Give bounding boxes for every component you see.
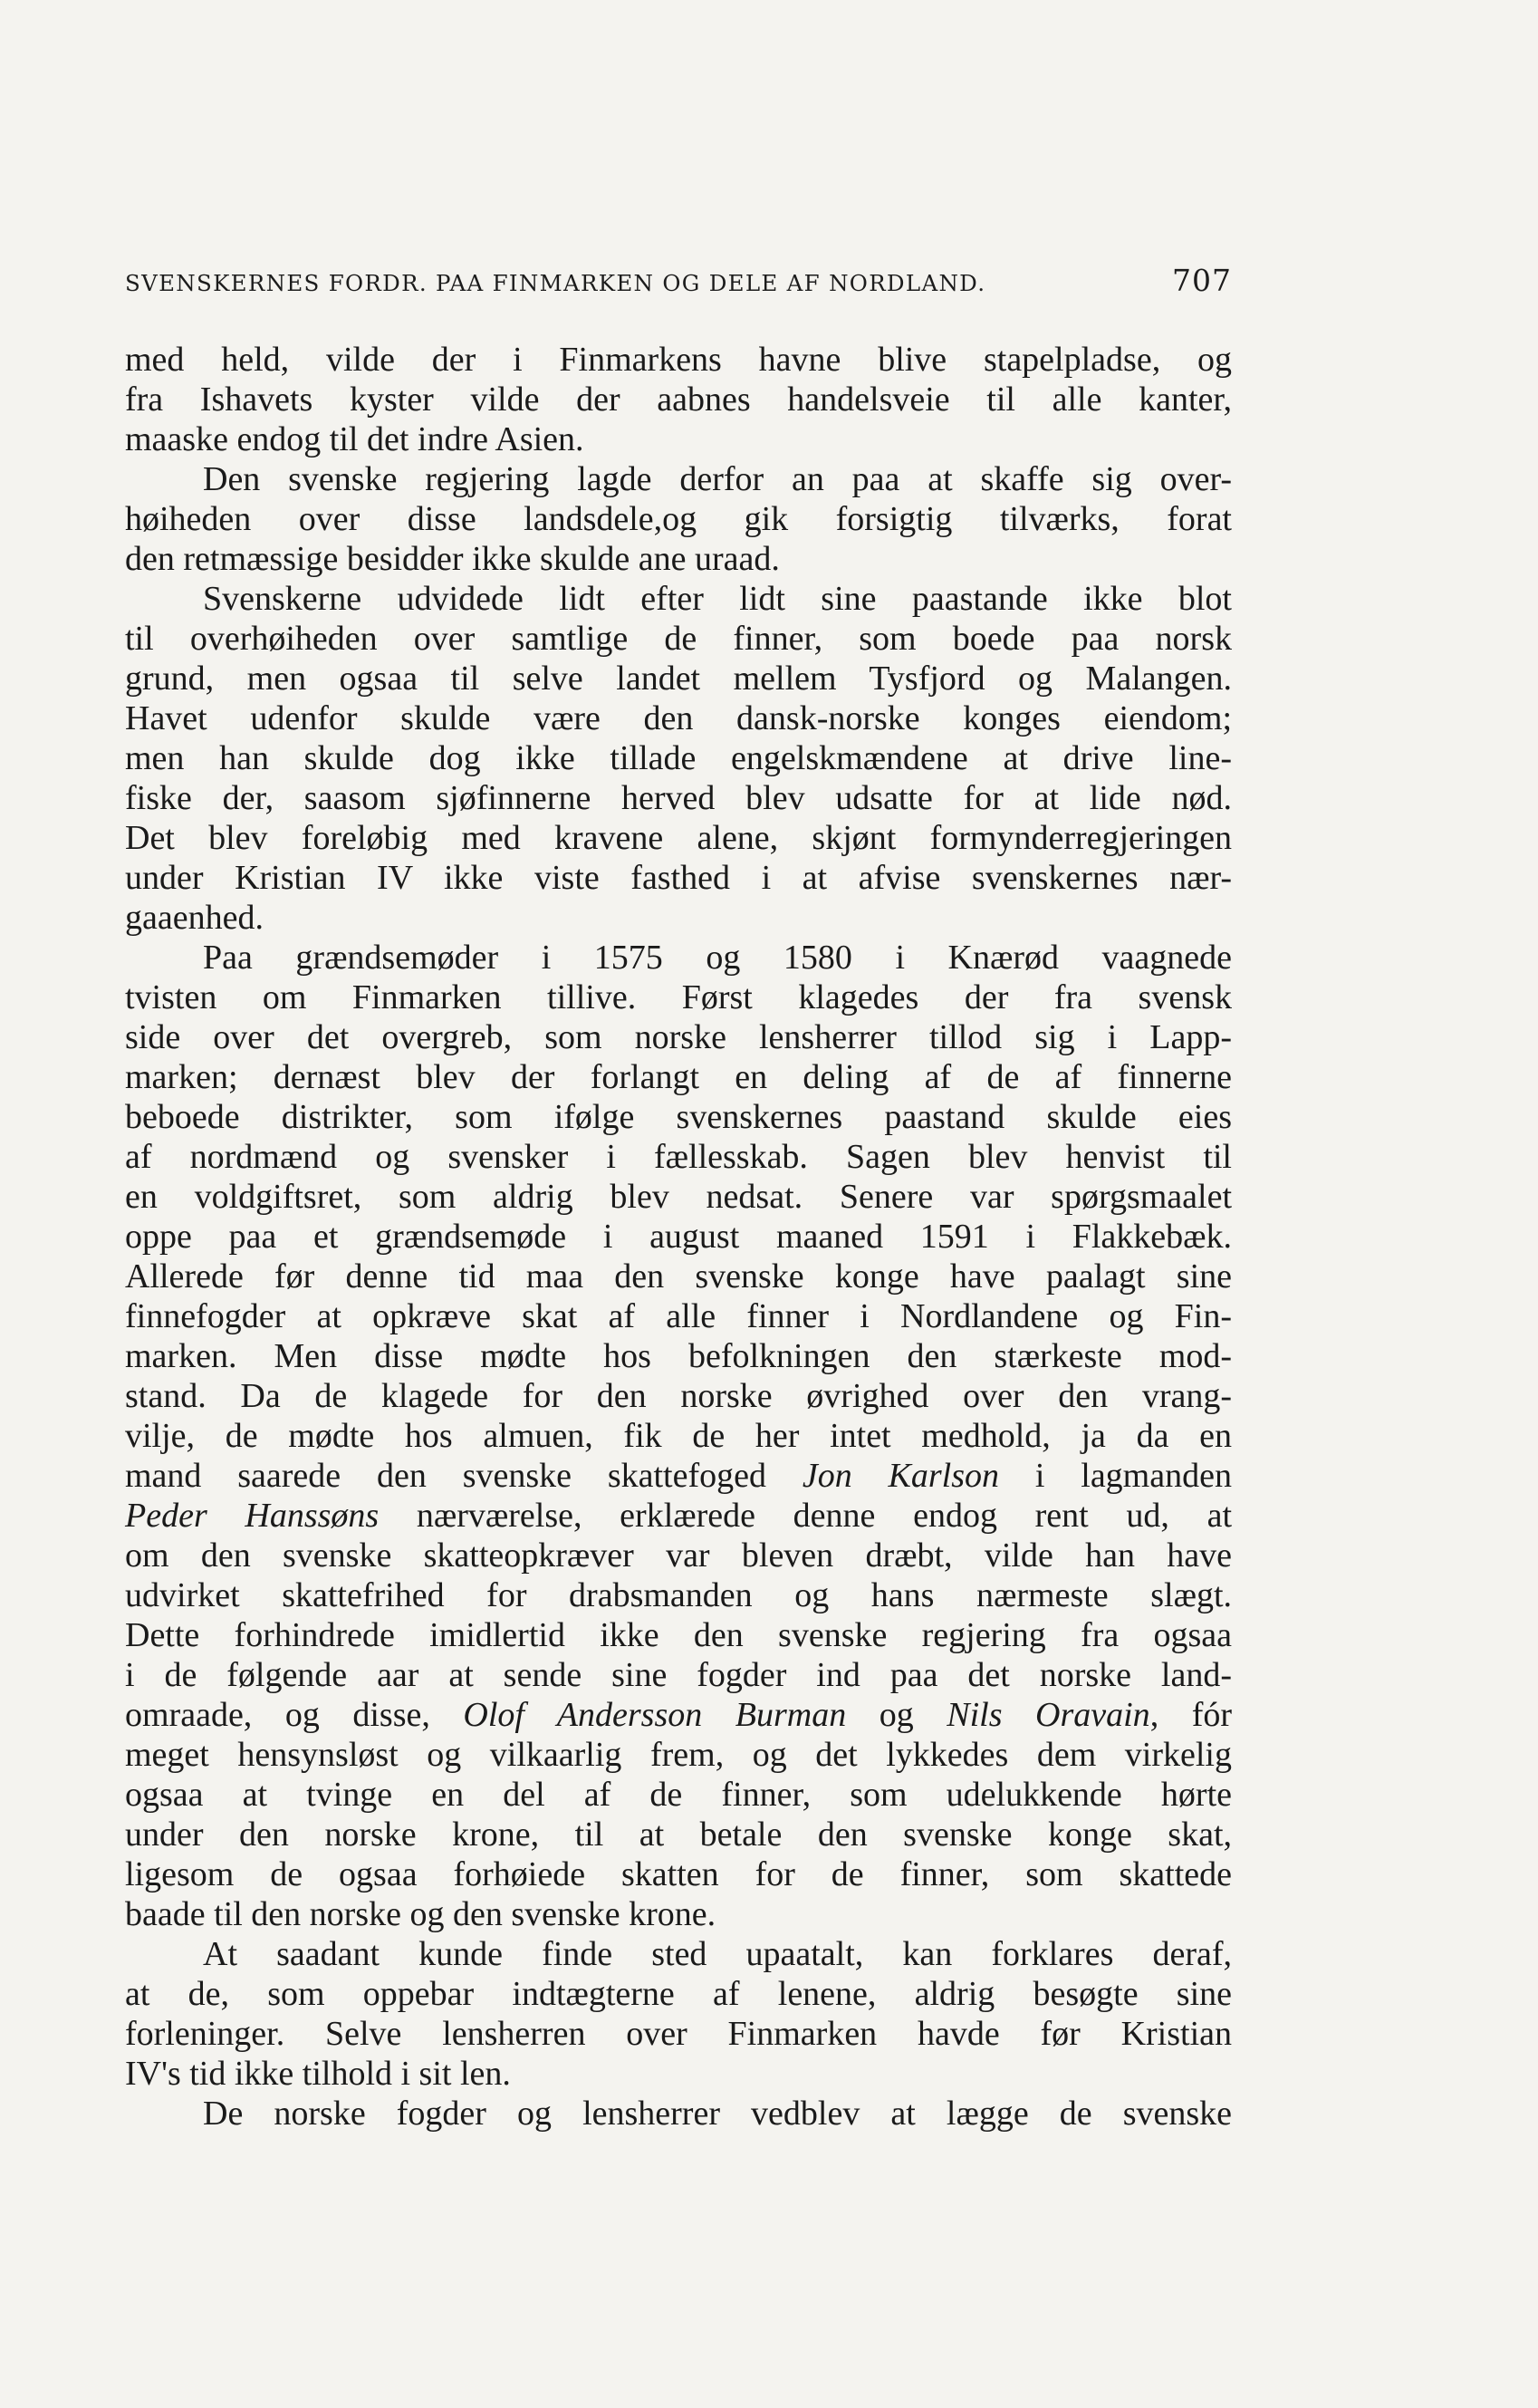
text-segment: mand saarede den svenske skattefoged: [125, 1457, 803, 1495]
text-segment: den retmæssige besidder ikke skulde ane uraad.: [125, 540, 780, 578]
text-line: [125, 619, 1232, 659]
text-segment: forleninger. Selve lensherren over Finmarken havde før Kristian: [125, 2015, 1232, 2053]
text-line: [125, 1575, 1232, 1615]
text-segment: grund, men ogsaa til selve landet mellem Tysfjord og Malangen.: [125, 660, 1232, 698]
text-line: [125, 1615, 1232, 1655]
text-segment: udvirket skattefrihed for drabsmanden og hans nærmeste slægt.: [125, 1576, 1232, 1614]
text-line: [125, 1296, 1232, 1336]
text-segment: gaaenhed.: [125, 899, 264, 937]
text-line: [125, 1655, 1232, 1695]
italic-name: Olof Andersson Burman: [463, 1696, 847, 1734]
text-line: [125, 1815, 1232, 1854]
text-segment: nærværelse, erklærede denne endog rent ud, at: [379, 1497, 1232, 1535]
text-line: [125, 1695, 1232, 1735]
text-line: [125, 380, 1232, 419]
text-segment: tvisten om Finmarken tillive. Først klagedes der fra svensk: [125, 978, 1232, 1016]
text-line: [125, 778, 1232, 818]
text-segment: maaske endog til det indre Asien.: [125, 420, 584, 458]
text-segment: Det blev foreløbig med kravene alene, skjønt formynderregjeringen: [125, 819, 1232, 857]
text-segment: marken. Men disse mødte hos befolkningen den stærkeste mod-: [125, 1337, 1232, 1375]
text-line: [125, 1017, 1232, 1057]
text-line: [125, 978, 1232, 1017]
text-line: [125, 1894, 1232, 1934]
text-segment: fra Ishavets kyster vilde der aabnes handelsveie til alle kanter,: [125, 380, 1232, 419]
text-line: [125, 898, 1232, 938]
text-segment: med held, vilde der i Finmarkens havne blive stapelpladse, og: [125, 341, 1232, 379]
text-segment: finnefogder at opkræve skat af alle finner i Nordlandene og Fin-: [125, 1297, 1232, 1335]
italic-name: Nils Oravain: [947, 1696, 1150, 1734]
text-line: [125, 539, 1232, 579]
text-line: [125, 1934, 1232, 1974]
text-line: [125, 419, 1232, 459]
text-line: [125, 2014, 1232, 2054]
text-segment: fiske der, saasom sjøfinnerne herved blev udsatte for at lide nød.: [125, 779, 1232, 817]
text-segment: Allerede før denne tid maa den svenske konge have paalagt sine: [125, 1257, 1232, 1296]
text-segment: meget hensynsløst og vilkaarlig frem, og det lykkedes dem virkelig: [125, 1736, 1232, 1774]
text-segment: ogsaa at tvinge en del af de finner, som udelukkende hørte: [125, 1776, 1232, 1814]
text-line: [125, 1536, 1232, 1575]
text-line: [125, 1257, 1232, 1296]
running-head: [125, 263, 1232, 298]
text-segment: under den norske krone, til at betale den svenske konge skat,: [125, 1816, 1232, 1854]
text-line: [125, 2054, 1232, 2094]
text-line: [125, 1137, 1232, 1177]
text-segment: ligesom de ogsaa forhøiede skatten for de finner, som skattede: [125, 1855, 1232, 1893]
text-line: [125, 1177, 1232, 1217]
text-segment: Paa grændsemøder i 1575 og 1580 i Knærød vaagnede: [203, 939, 1232, 977]
text-segment: men han skulde dog ikke tillade engelskmændene at drive line-: [125, 739, 1232, 777]
text-segment: Dette forhindrede imidlertid ikke den svenske regjering fra ogsaa: [125, 1616, 1232, 1654]
text-line: [125, 1854, 1232, 1894]
text-segment: i de følgende aar at sende sine fogder ind paa det norske land-: [125, 1656, 1232, 1694]
text-line: [125, 1057, 1232, 1097]
text-segment: at de, som oppebar indtægterne af lenene, aldrig besøgte sine: [125, 1975, 1232, 2013]
text-segment: side over det overgreb, som norske lensherrer tillod sig i Lapp-: [125, 1018, 1232, 1056]
text-segment: oppe paa et grændsemøde i august maaned 1591 i Flakkebæk.: [125, 1218, 1232, 1256]
text-line: [125, 818, 1232, 858]
text-segment: af nordmænd og svensker i fællesskab. Sagen blev henvist til: [125, 1138, 1232, 1176]
text-segment: omraade, og disse,: [125, 1696, 464, 1734]
text-line: [125, 698, 1232, 738]
text-line: [125, 1775, 1232, 1815]
text-segment: At saadant kunde finde sted upaatalt, kan forklares deraf,: [203, 1935, 1232, 1973]
text-line: [125, 738, 1232, 778]
text-segment: De norske fogder og lensherrer vedblev at lægge de svenske: [203, 2095, 1232, 2133]
running-title: SVENSKERNES FORDR. PAA FINMARKEN OG DELE AF NORDLAND.: [125, 270, 986, 296]
text-line: [125, 1217, 1232, 1257]
text-line: [125, 858, 1232, 898]
text-line: [125, 1097, 1232, 1137]
text-segment: vilje, de mødte hos almuen, fik de her intet medhold, ja da en: [125, 1417, 1232, 1455]
text-segment: Havet udenfor skulde være den dansk-norske konges eiendom;: [125, 699, 1232, 737]
text-segment: marken; dernæst blev der forlangt en deling af de af finnerne: [125, 1058, 1232, 1096]
text-line: [125, 499, 1232, 539]
text-segment: Svenskerne udvidede lidt efter lidt sine paastande ikke blot: [203, 580, 1232, 618]
text-line: [125, 1376, 1232, 1416]
text-segment: en voldgiftsret, som aldrig blev nedsat. Senere var spørgsmaalet: [125, 1178, 1232, 1216]
text-line: [125, 1336, 1232, 1376]
text-line: [125, 1735, 1232, 1775]
text-line: [125, 659, 1232, 698]
page-number: 707: [1172, 263, 1232, 298]
text-segment: Den svenske regjering lagde derfor an paa at skaffe sig over-: [203, 460, 1232, 498]
text-segment: baade til den norske og den svenske krone.: [125, 1895, 716, 1933]
text-segment: , fór: [1149, 1696, 1233, 1734]
text-line: [125, 579, 1232, 619]
body-text: [125, 340, 1232, 2133]
text-line: [125, 340, 1232, 380]
text-line: [125, 1456, 1232, 1496]
italic-name: Jon Karlson: [802, 1457, 1000, 1495]
text-segment: høiheden over disse landsdele,og gik forsigtig tilværks, forat: [125, 500, 1232, 538]
text-segment: til overhøiheden over samtlige de finner, som boede paa norsk: [125, 620, 1232, 658]
text-segment: beboede distrikter, som ifølge svenskernes paastand skulde eies: [125, 1098, 1232, 1136]
text-line: [125, 1416, 1232, 1456]
italic-name: Peder Hanssøns: [125, 1497, 380, 1535]
text-line: [125, 2094, 1232, 2133]
text-segment: under Kristian IV ikke viste fasthed i at afvise svenskernes nær-: [125, 859, 1232, 897]
text-segment: og: [846, 1696, 947, 1734]
text-line: [125, 1974, 1232, 2014]
text-line: [125, 938, 1232, 978]
text-segment: i lagmanden: [999, 1457, 1232, 1495]
text-line: [125, 1496, 1232, 1536]
text-segment: IV's tid ikke tilhold i sit len.: [125, 2055, 511, 2093]
text-line: [125, 459, 1232, 499]
text-segment: stand. Da de klagede for den norske øvrighed over den vrang-: [125, 1377, 1232, 1415]
text-segment: om den svenske skatteopkræver var bleven dræbt, vilde han have: [125, 1536, 1232, 1575]
